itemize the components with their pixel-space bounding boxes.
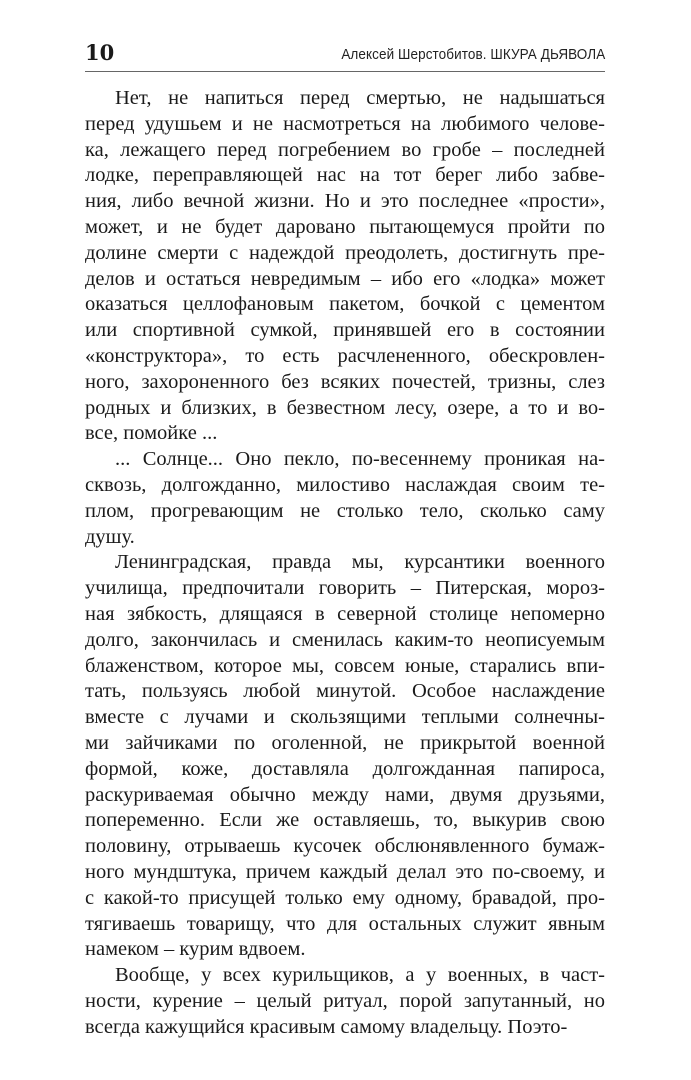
text-line: плом, прогревающим не столько тело, сколько саму [85,499,605,522]
text-line: Вообще, у всех курильщиков, а у военных, в част- [115,964,605,987]
paragraph [85,963,605,1040]
paragraph [85,447,605,550]
text-line: или спортивной сумкой, принявшей его в состоянии [85,319,605,342]
text-line: намеком – курим вдвоем. [85,938,306,961]
text-line: тать, пользуясь любой минутой. Особое наслаждение [85,680,605,703]
text-line: формой, коже, доставляла долгожданная папироса, [85,757,605,780]
text-line: все, помойке ... [85,422,218,445]
header-divider [85,71,605,72]
text-line: попеременно. Если же оставляешь, то, выкурив свою [85,809,605,832]
text-line: долине смерти с надеждой преодолеть, достигнуть пре- [85,241,605,264]
text-line: Нет, не напиться перед смертью, не надышаться [115,87,605,109]
text-line: перед удушьем и не насмотреться на любимого челове- [85,112,605,135]
text-line: родных и близких, в безвестном лесу, озере, а то и во- [85,396,605,419]
text-line: половину, отрываешь кусочек обслюнявленного бумаж- [85,835,605,858]
text-line: ния, либо вечной жизни. Но и это последнее «прости», [85,190,605,213]
text-line: душу. [85,525,135,548]
text-line: Ленинградская, правда мы, курсантики военного [115,551,605,574]
text-line: ности, курение – целый ритуал, порой запутанный, но [85,989,605,1012]
text-line: ми зайчиками по оголенной, не прикрытой военной [85,731,605,754]
text-line: «конструктора», то есть расчлененного, обескровлен- [85,344,605,367]
paragraph [85,550,605,963]
text-line: тягиваешь товарищу, что для остальных служит явным [85,912,605,935]
text-line: раскуриваемая обычно между нами, двумя друзьями, [85,783,605,806]
text-line: училища, предпочитали говорить – Питерская, мороз- [85,577,605,600]
text-line: делов и остаться невредимым – ибо его «лодка» может [85,267,605,290]
text-line: блаженством, которое мы, совсем юные, старались впи- [85,654,605,677]
text-line: с какой-то присущей только ему одному, бравадой, про- [85,886,605,909]
text-line: вместе с лучами и скользящими теплыми солнечны- [85,706,605,729]
text-line: ного, захороненного без всяких почестей, тризны, слез [85,370,605,393]
text-line: долго, закончилась и сменилась каким-то неописуемым [85,628,605,651]
text-line: может, и не будет даровано пытающемуся пройти по [85,215,605,238]
paragraph [85,86,605,447]
text-line: ... Солнце... Оно пекло, по-весеннему проникая на- [115,448,605,471]
text-line: оказаться целлофановым пакетом, бочкой с цементом [85,293,605,316]
page-number: 10 [85,40,115,65]
text-line: сквозь, долгожданно, милостиво наслаждая своим те- [85,473,605,496]
text-line: лодке, переправляющей нас на тот берег либо забве- [85,164,605,187]
running-title: Алексей Шерстобитов. ШКУРА ДЬЯВОЛА [341,46,605,63]
text-line: ка, лежащего перед погребением во гробе – последней [85,138,605,161]
text-line: ная зябкость, длящаяся в северной столице непомерно [85,602,605,625]
text-line: ного мундштука, причем каждый делал это по-своему, и [85,860,605,883]
page-header [85,38,605,68]
text-line: всегда кажущийся красивым самому владельцу. Поэто- [85,1015,568,1038]
body-text [85,86,605,1040]
